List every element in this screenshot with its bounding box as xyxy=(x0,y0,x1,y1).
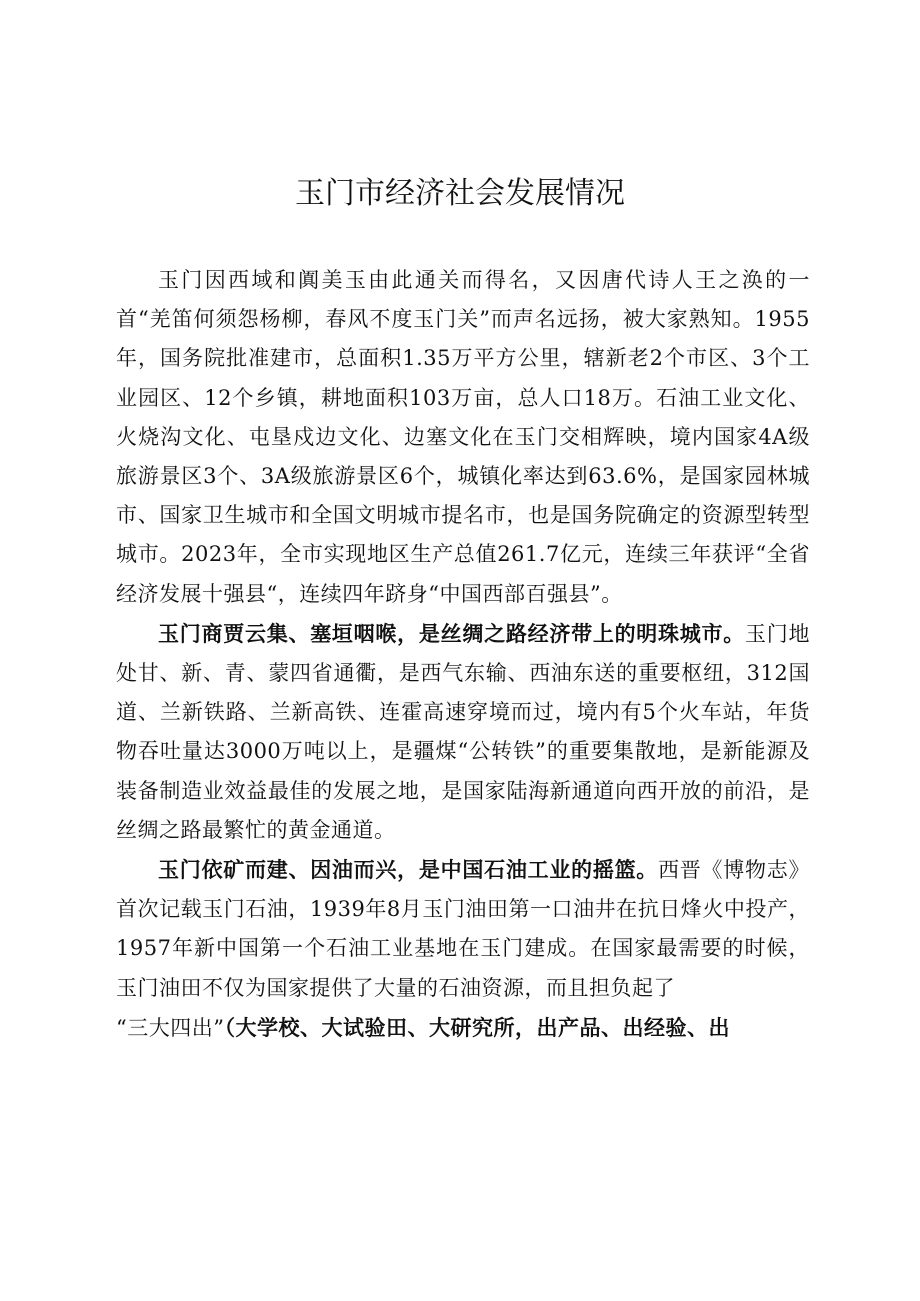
paragraph-silk-road-lead: 玉门商贾云集、塞垣咽喉，是丝绸之路经济带上的明珠城市。 xyxy=(158,620,746,646)
paragraph-silk-road-text: 玉门地处甘、新、青、蒙四省通衢，是西气东输、西油东送的重要枢纽，312国道、兰新铁路、兰新高铁、连霍高速穿境而过，境内有5个火车站，年货物吞吐量达3000万吨以上，是疆煤“公转铁”的重要集散地，是新能源及装备制造业效益最佳的发展之地，是国家陆海新通道向西开放的前沿，是丝绸之路最繁忙的黄金通道。 xyxy=(116,621,810,842)
paragraph-petroleum-lead: 玉门依矿而建、因油而兴，是中国石油工业的摇篮。 xyxy=(158,857,659,883)
paragraph-silk-road xyxy=(116,614,810,850)
paragraph-petroleum xyxy=(116,850,810,1008)
document-title: 玉门市经济社会发展情况 xyxy=(295,176,625,211)
paragraph-intro xyxy=(116,260,810,614)
paragraph-continuation xyxy=(116,1008,810,1048)
continuation-bold: （大学校、大试验田、大研究所，出产品、出经验、出 xyxy=(224,1014,730,1040)
document-body xyxy=(116,260,810,1048)
paragraph-intro-text: 玉门因西域和阗美玉由此通关而得名，又因唐代诗人王之涣的一首“羌笛何须怨杨柳，春风不度玉门关”而声名远扬，被大家熟知。1955年，国务院批准建市，总面积1.35万平方公里，辖新老2个市区、3个工业园区、12个乡镇，耕地面积103万亩，总人口18万。石油工业文化、火烧沟文化、屯垦戍边文化、边塞文化在玉门交相辉映，境内国家4A级旅游景区3个、3A级旅游景区6个，城镇化率达到63.6%，是国家园林城市、国家卫生城市和全国文明城市提名市，也是国务院确定的资源型转型城市。2023年，全市实现地区生产总值261.7亿元，连续三年获评“全省经济发展十强县“，连续四年跻身“中国西部百强县”。 xyxy=(116,268,810,606)
continuation-plain: “三大四出” xyxy=(116,1015,225,1040)
paragraph-petroleum-text: 西晋《博物志》首次记载玉门石油，1939年8月玉门油田第一口油井在抗日烽火中投产，1957年新中国第一个石油工业基地在玉门建成。在国家最需要的时候，玉门油田不仅为国家提供了大量的石油资源，而且担负起了 xyxy=(116,858,811,1000)
